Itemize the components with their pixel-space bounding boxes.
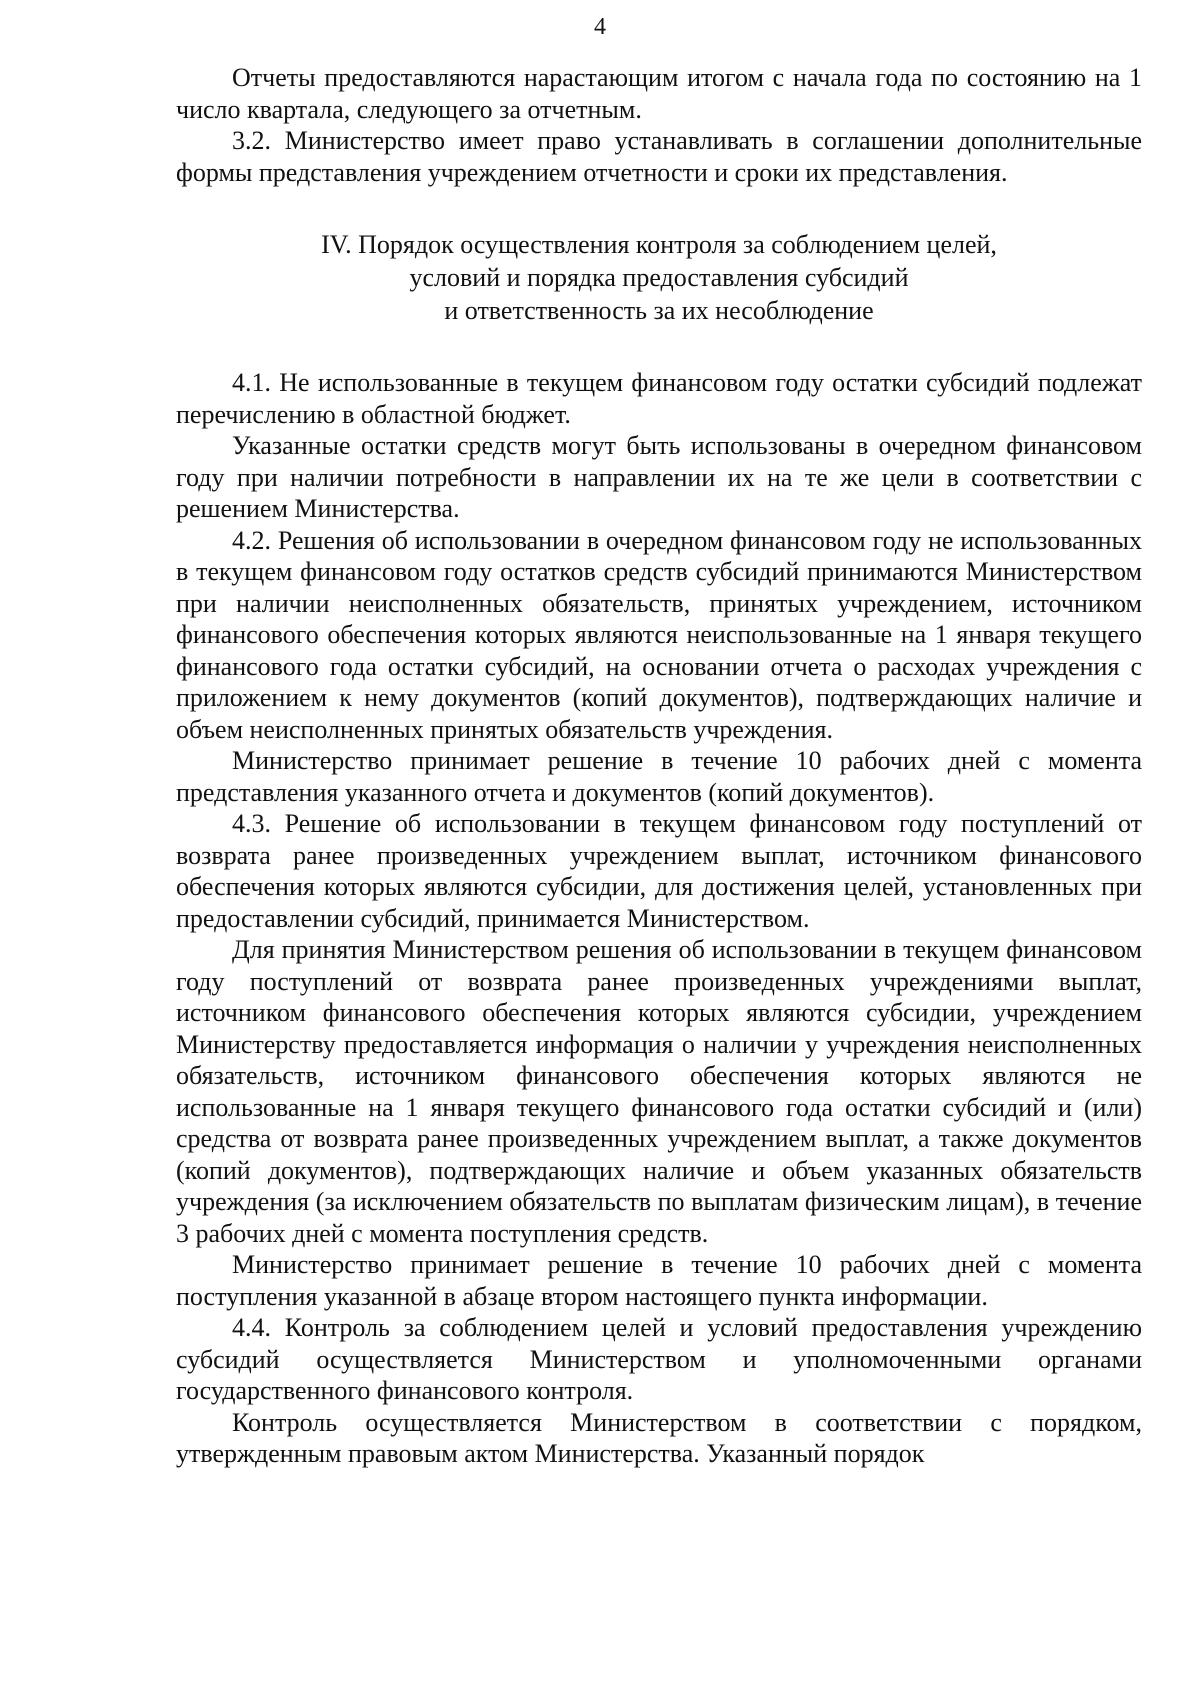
- paragraph-4-2-decision: Министерство принимает решение в течение 10 рабочих дней с момента представления указанного отчета и документов (копий документов).: [176, 746, 1142, 807]
- section-title-line: IV. Порядок осуществления контроля за соблюдением целей,: [321, 230, 997, 259]
- paragraph-4-3-decision: Министерство принимает решение в течение 10 рабочих дней с момента поступления указанной в абзаце втором настоящего пункта информации.: [176, 1250, 1142, 1311]
- section-title-line: условий и порядка предоставления субсидий: [409, 263, 909, 292]
- section-iv-title: [176, 228, 1142, 327]
- paragraph-4-4-control: Контроль осуществляется Министерством в соответствии с порядком, утвержденным правовым актом Министерства. Указанный порядок: [176, 1407, 1142, 1468]
- paragraph-reports-cumulative: Отчеты предоставляются нарастающим итогом с начала года по состоянию на 1 число квартала, следующего за отчетным.: [176, 63, 1142, 124]
- paragraph-4-4: 4.4. Контроль за соблюдением целей и условий предоставления учреждению субсидий осуществляется Министерством и уполномоченными органами государственного финансового контроля.: [176, 1313, 1142, 1405]
- paragraph-4-3-information: Для принятия Министерством решения об использовании в текущем финансовом году поступлений от возврата ранее произведенных учреждениями выплат, источником финансового обеспечения которых являются субсидии, учреждением Министерству предоставляется информация о наличии у учреждения неисполненных обязательств, источником финансового обеспечения которых являются не использованные на 1 января текущего финансового года остатки субсидий и (или) средства от возврата ранее произведенных учреждением выплат, а также документов (копий документов), подтверждающих наличие и объем указанных обязательств учреждения (за исключением обязательств по выплатам физическим лицам), в течение 3 рабочих дней с момента поступления средств.: [176, 935, 1142, 1248]
- paragraph-4-2: 4.2. Решения об использовании в очередном финансовом году не использованных в текущем финансовом году остатков средств субсидий принимаются Министерством при наличии неисполненных обязательств, принятых учреждением, источником финансового обеспечения которых являются неиспользованные на 1 января текущего финансового года остатки субсидий, на основании отчета о расходах учреждения с приложением к нему документов (копий документов), подтверждающих наличие и объем неисполненных принятых обязательств учреждения.: [176, 525, 1142, 744]
- paragraph-4-1-remainder: Указанные остатки средств могут быть использованы в очередном финансовом году при наличии потребности в направлении их на те же цели в соответствии с решением Министерства.: [176, 431, 1142, 523]
- paragraph-4-1: 4.1. Не использованные в текущем финансовом году остатки субсидий подлежат перечислению в областной бюджет.: [176, 368, 1142, 429]
- section-title-line: и ответственность за их несоблюдение: [444, 296, 874, 325]
- document-body: [176, 62, 1142, 1470]
- paragraph-3-2: 3.2. Министерство имеет право устанавливать в соглашении дополнительные формы представления учреждением отчетности и сроки их представления.: [176, 126, 1142, 187]
- paragraph-4-3: 4.3. Решение об использовании в текущем финансовом году поступлений от возврата ранее произведенных учреждением выплат, источником финансового обеспечения которых являются субсидии, для достижения целей, установленных при предоставлении субсидий, принимается Министерством.: [176, 809, 1142, 933]
- page-number: 4: [594, 14, 606, 40]
